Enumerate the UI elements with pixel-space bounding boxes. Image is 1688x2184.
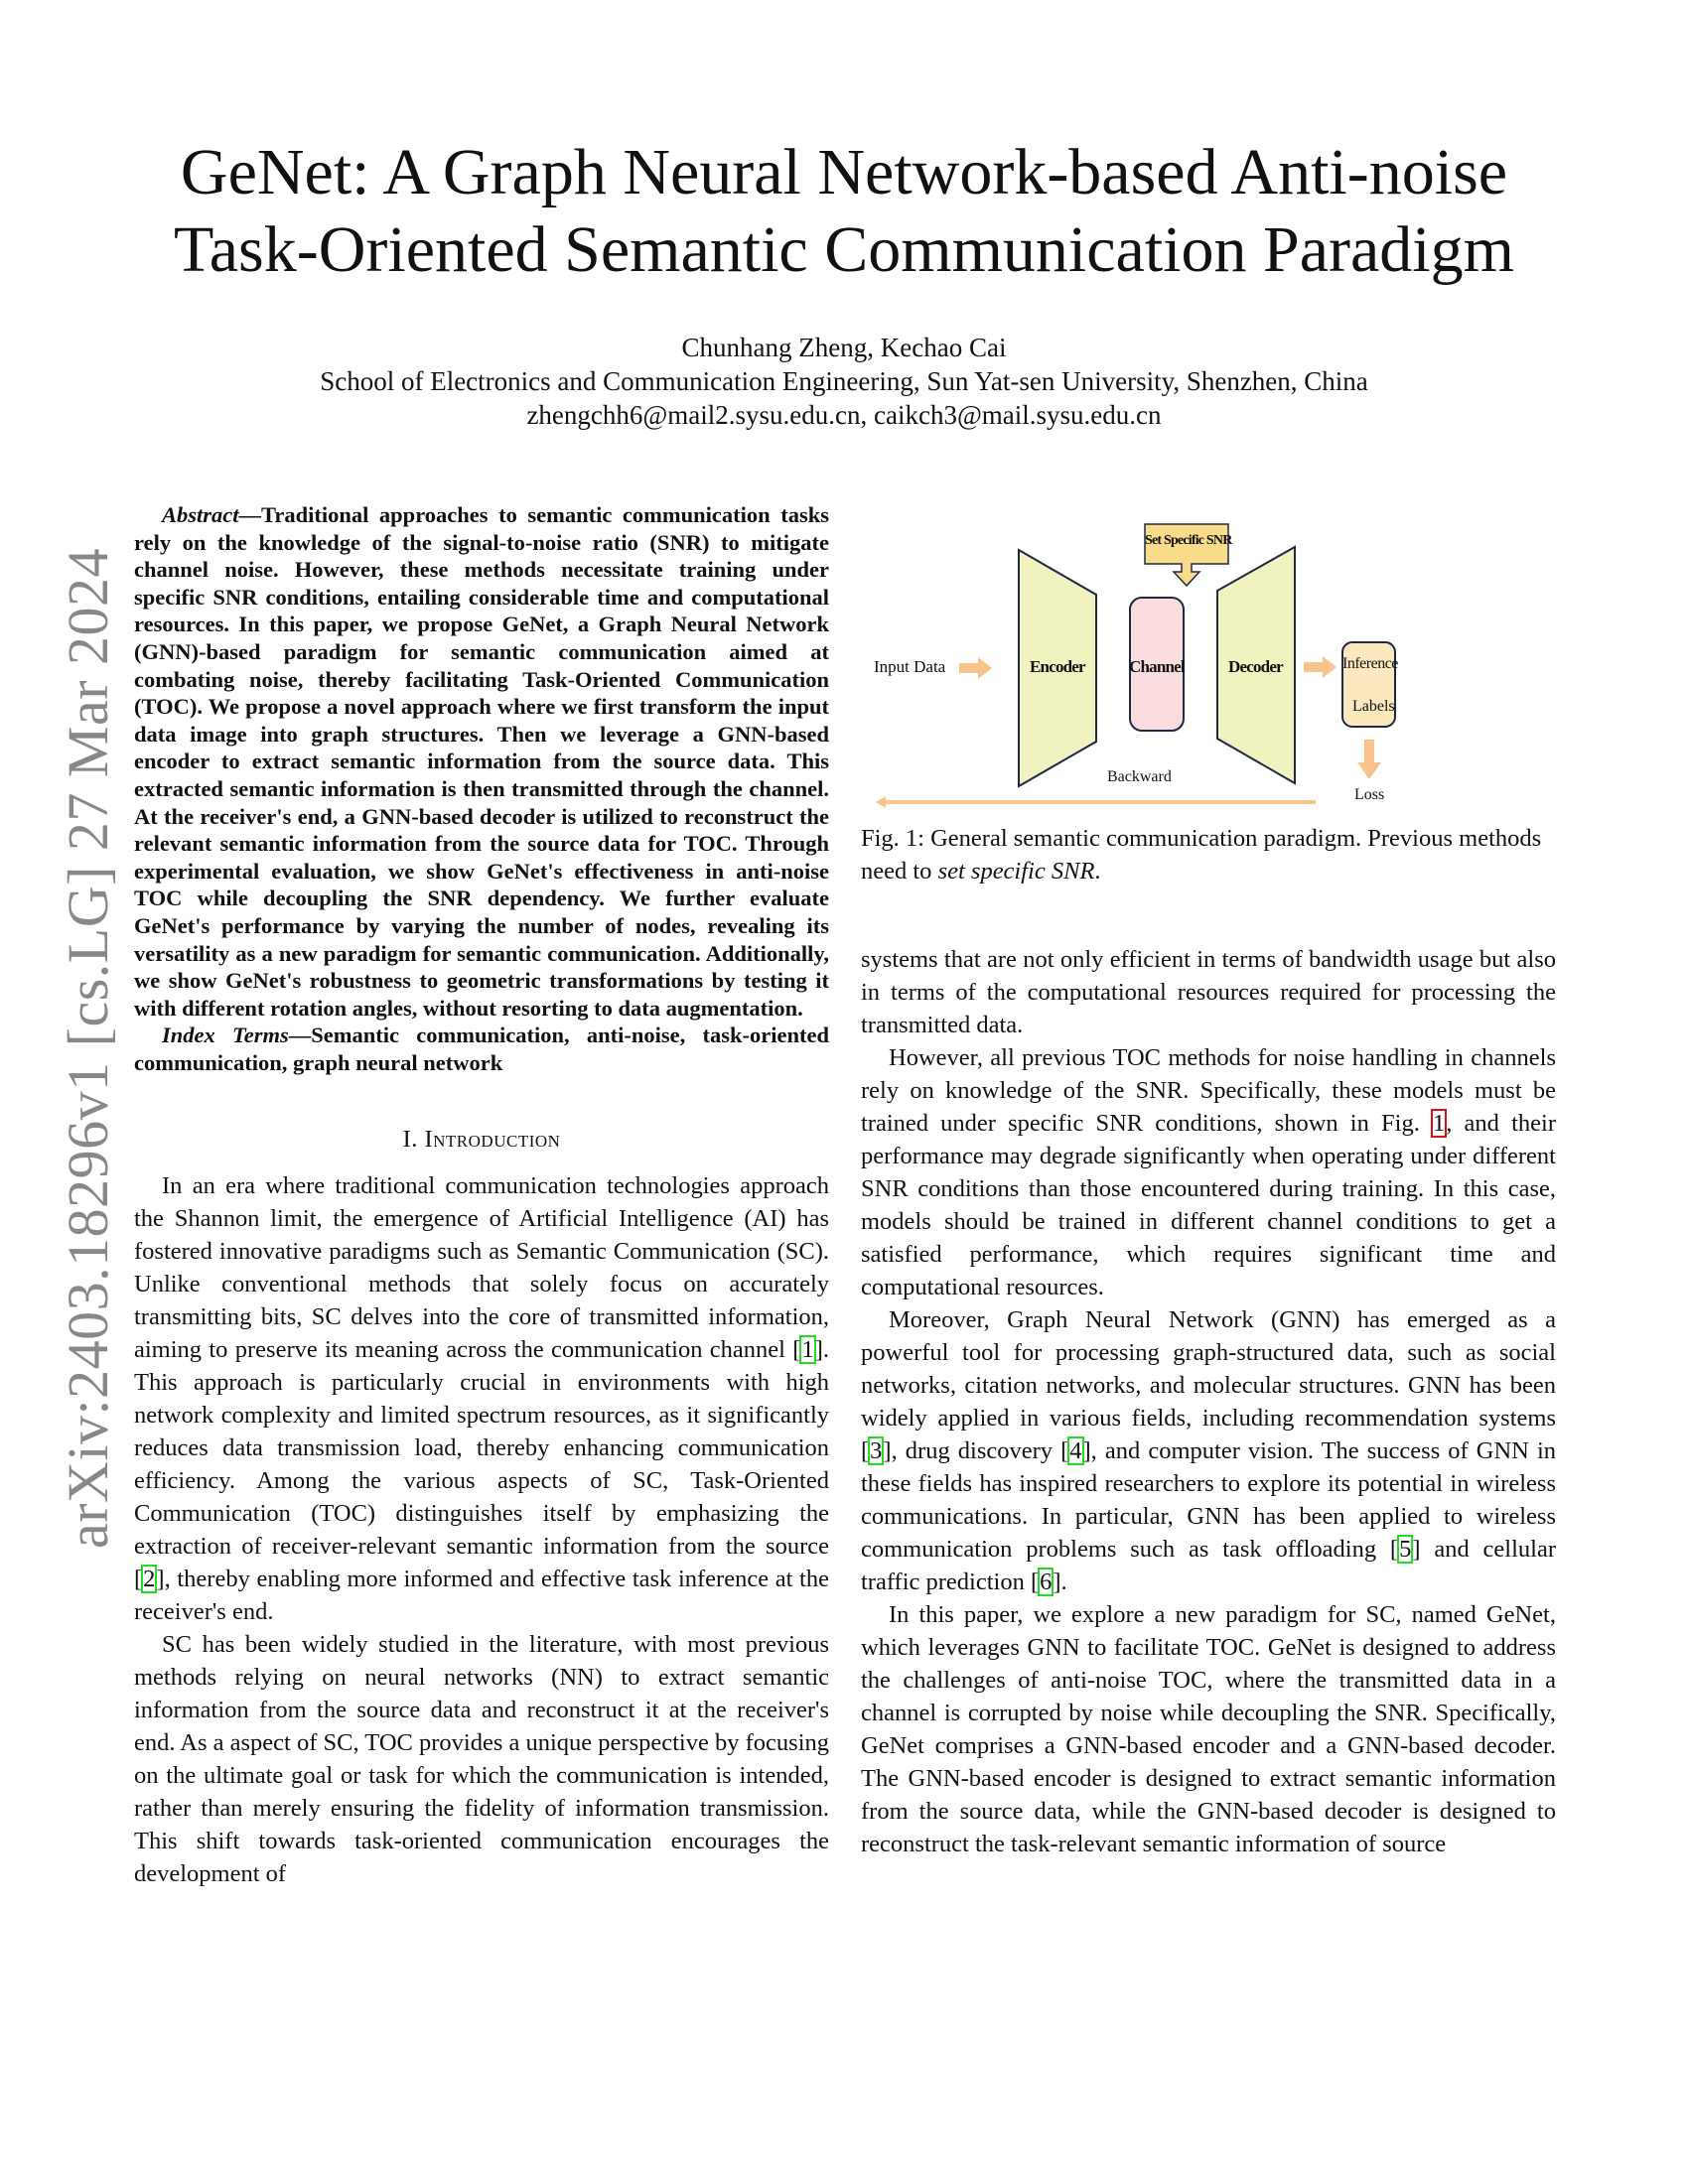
paradigm-diagram: [874, 506, 1569, 814]
intro-body-left: [134, 1169, 829, 1890]
intro-paragraph-1: [134, 1169, 829, 1628]
labels-label: Labels: [1352, 698, 1395, 715]
channel-label: Channel: [1129, 657, 1185, 676]
section-title: Introduction: [424, 1126, 561, 1154]
intro-paragraph-2: SC has been widely studied in the literature, with most previous methods relying on neural networks (NN) to extract semantic information from the source data and reconstruct it at the receiver's end. As a aspect of SC, TOC provides a unique perspective by focusing on the ultimate goal or task for which the communication is intended, rather than merely ensuring the fidelity of information transmission. This shift towards task-oriented communication encourages the development of: [134, 1631, 829, 1888]
arxiv-stamp: arXiv:2403.18296v1 [cs.LG] 27 Mar 2024: [56, 547, 120, 1549]
caption-emphasis: set specific SNR: [937, 858, 1095, 885]
intro-paragraph-4: [861, 1303, 1556, 1598]
text-run: ], drug discovery [: [883, 1437, 1069, 1464]
text-run: , and their performance may degrade significantly when operating under different SNR conditions than those encountered during training. In this case, models should be trained in different channel conditions to get a satisfied performance, which requires significant time and computational resources.: [861, 1110, 1556, 1300]
right-column: [861, 943, 1556, 1860]
snr-label: Set Specific SNR: [1145, 533, 1232, 548]
decoder-label: Decoder: [1228, 657, 1283, 676]
index-terms: [134, 1022, 829, 1076]
index-terms-label: Index Terms: [162, 1023, 289, 1048]
abstract-text: —Traditional approaches to semantic communication tasks rely on the knowledge of the signal-to-noise ratio (SNR) to mitigate channel noise. However, these methods necessitate training under specific SNR conditions, entailing considerable time and computational resources. In this paper, we propose GeNet, a Graph Neural Network (GNN)-based paradigm for semantic communication aimed at combating noise, thereby facilitating Task-Oriented Communication (TOC). We propose a novel approach where we first transform the input data image into graph structures. Then we leverage a GNN-based encoder to extract semantic information from the source data. This extracted semantic information is then transmitted through the channel. At the receiver's end, a GNN-based decoder is utilized to reconstruct the relevant semantic information from the source data for TOC. Through experimental evaluation, we show GeNet's effectiveness in anti-noise TOC while decoupling the SNR dependency. We further evaluate GeNet's performance by varying the number of nodes, revealing its versatility as a new paradigm for semantic communication. Additionally, we show GeNet's robustness to geometric transformations by testing it with different rotation angles, without resorting to data augmentation.: [134, 502, 829, 1021]
title-line-2: Task-Oriented Semantic Communication Paradigm: [174, 213, 1514, 286]
figure-ref-1[interactable]: 1: [1433, 1110, 1446, 1137]
figure-1-diagram: [874, 506, 1569, 814]
text-run: ] and cellular traffic prediction [: [861, 1536, 1556, 1595]
citation-link-5[interactable]: 5: [1399, 1536, 1412, 1563]
intro-paragraph-3: [861, 1041, 1556, 1303]
figure-1-caption: [861, 822, 1556, 887]
author-affiliation: School of Electronics and Communication Engineering, Sun Yat-sen University, Shenzhen, China: [320, 366, 1368, 396]
author-names: Chunhang Zheng, Kechao Cai: [681, 333, 1007, 362]
citation-link-6[interactable]: 6: [1040, 1569, 1053, 1595]
abstract: [134, 501, 829, 1076]
text-run: However, all previous TOC methods for noise handling in channels rely on knowledge of the SNR. Specifically, these models must be trained under specific SNR conditions, shown in Fig.: [861, 1044, 1556, 1137]
loss-label: Loss: [1354, 786, 1385, 803]
citation-link-3[interactable]: 3: [870, 1437, 883, 1464]
title-line-1: GeNet: A Graph Neural Network-based Anti-noise: [180, 136, 1508, 208]
section-heading-introduction: [134, 1126, 829, 1154]
text-run: ].: [1053, 1569, 1067, 1595]
encoder-label: Encoder: [1030, 657, 1085, 676]
inference-label: Inference: [1342, 655, 1398, 672]
abstract-label: Abstract: [162, 502, 239, 527]
input-data-label: Input Data: [874, 657, 946, 676]
intro-paragraph-5: In this paper, we explore a new paradigm for SC, named GeNet, which leverages GNN to facilitate TOC. GeNet is designed to address the challenges of anti-noise TOC, where the transmitted data in a channel is corrupted by noise while decoupling the SNR. Specifically, GeNet comprises a GNN-based encoder and a GNN-based decoder. The GNN-based encoder is designed to extract semantic information from the source data, while the GNN-based decoder is designed to reconstruct the task-relevant semantic information of source: [861, 1601, 1556, 1857]
citation-link-1[interactable]: 1: [801, 1336, 814, 1364]
index-terms-text: —Semantic communication, anti-noise, task-oriented communication, graph neural network: [134, 1023, 830, 1075]
text-run: ], thereby enabling more informed and effective task inference at the receiver's end.: [134, 1566, 829, 1626]
left-column: [134, 501, 829, 1890]
abstract-paragraph: [134, 501, 829, 1022]
paper-title: [0, 134, 1688, 289]
text-run: Moreover, Graph Neural Network (GNN) has emerged as a powerful tool for processing graph-structured data, such as social networks, citation networks, and molecular structures. GNN has been widely applied in various fields, including recommendation systems [: [861, 1306, 1556, 1464]
text-run: ]. This approach is particularly crucial in environments with high network complexity and limited spectrum resources, as it significantly reduces data transmission load, thereby enhancing communication efficiency. Among the various aspects of SC, Task-Oriented Communication (TOC) distinguishes itself by emphasizing the extraction of receiver-relevant semantic information from the source [: [134, 1336, 829, 1593]
text-run: In an era where traditional communication technologies approach the Shannon limit, the emergence of Artificial Intelligence (AI) has fostered innovative paradigms such as Semantic Communication (SC). Unlike conventional methods that solely focus on accurately transmitting bits, SC delves into the core of transmitted information, aiming to preserve its meaning across the communication channel [: [134, 1172, 829, 1364]
citation-link-2[interactable]: 2: [143, 1566, 156, 1593]
text-run: ], and computer vision. The success of GNN in these fields has inspired researchers to explore its potential in wireless communications. In particular, GNN has been applied to wireless communication problems such as task offloading [: [861, 1437, 1556, 1563]
intro-paragraph-2-continued: systems that are not only efficient in terms of bandwidth usage but also in terms of the computational resources required for processing the transmitted data.: [861, 946, 1556, 1038]
caption-text: Fig. 1: General semantic communication paradigm. Previous methods need to: [861, 825, 1542, 885]
section-number: I.: [402, 1126, 418, 1154]
caption-suffix: .: [1094, 858, 1101, 885]
author-block: [0, 331, 1688, 432]
backward-label: Backward: [1107, 768, 1172, 785]
author-emails: zhengchh6@mail2.sysu.edu.cn, caikch3@mail.sysu.edu.cn: [526, 400, 1162, 430]
citation-link-4[interactable]: 4: [1069, 1437, 1082, 1464]
